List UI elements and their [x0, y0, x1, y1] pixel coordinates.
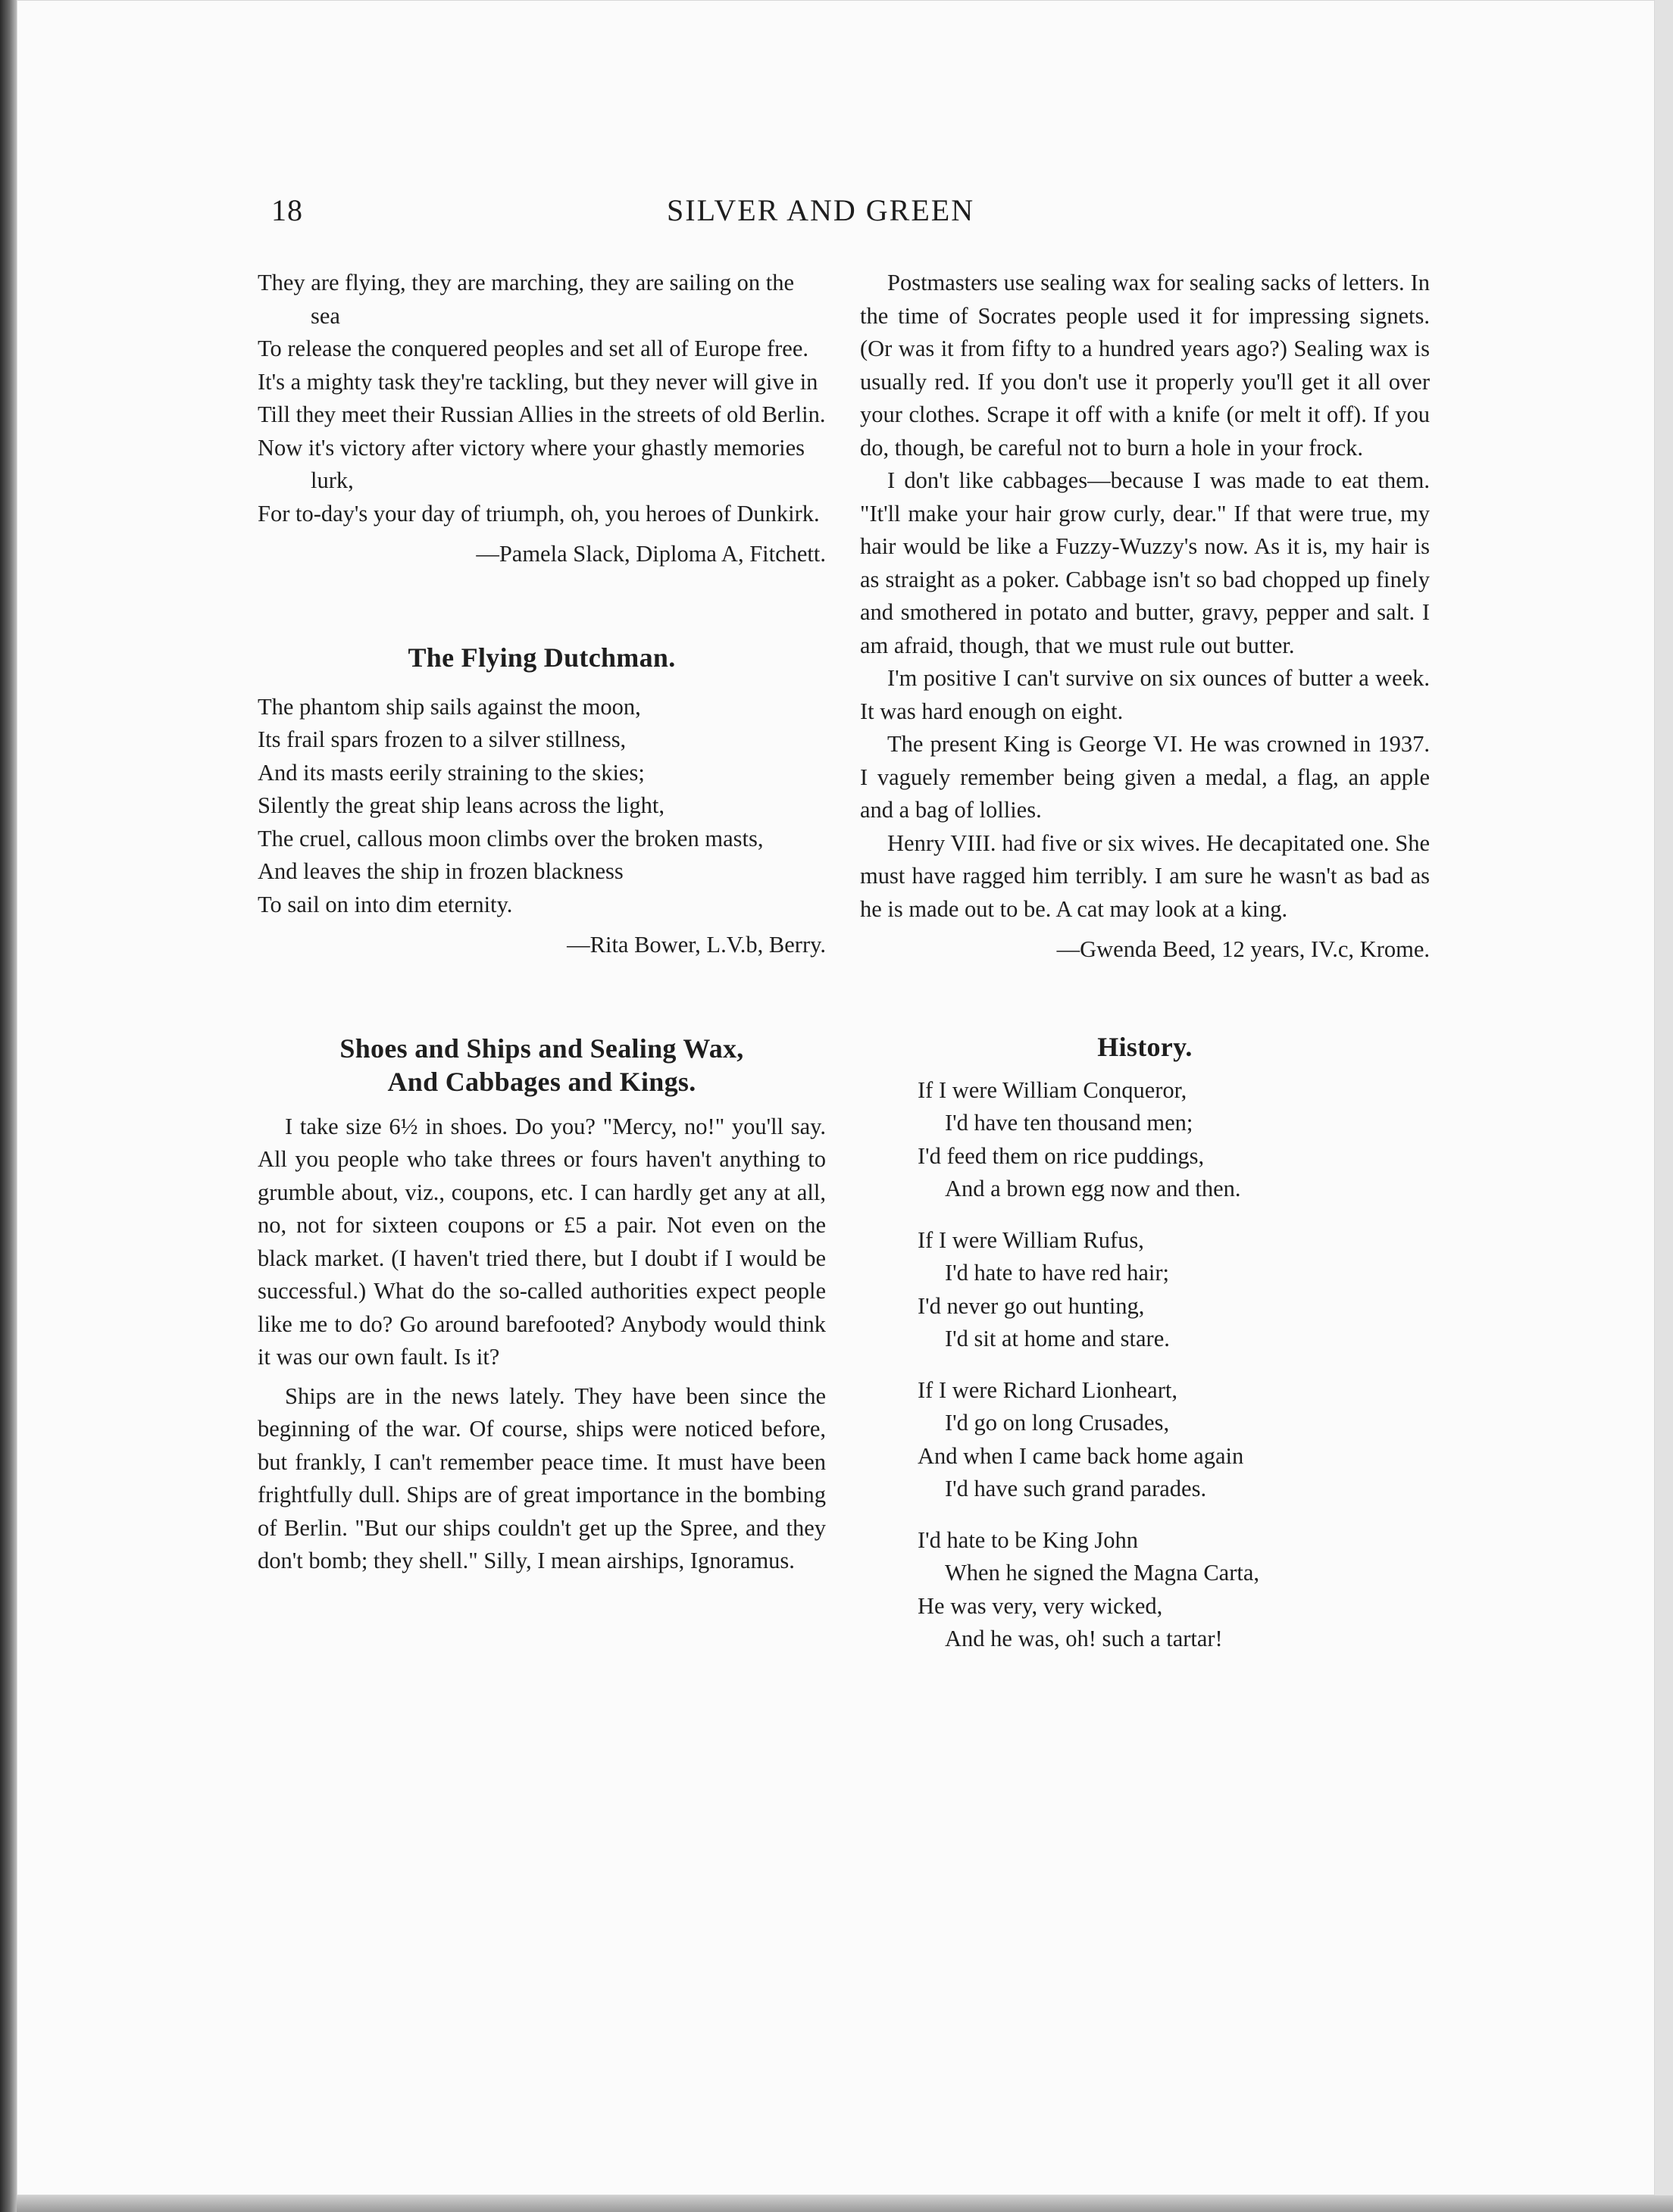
- poem-line: And leaves the ship in frozen blackness: [258, 858, 624, 884]
- history-stanza: [918, 1074, 1430, 1206]
- left-column: [258, 267, 826, 1578]
- poem-line: The phantom ship sails against the moon,: [258, 693, 641, 720]
- poem-line: I'd hate to be King John: [918, 1526, 1138, 1553]
- poem-line: To release the conquered peoples and set all of Europe free.: [258, 336, 808, 361]
- history-title: History.: [1097, 1031, 1193, 1062]
- essay-paragraph: Postmasters use sealing wax for sealing sacks of letters. In the time of Socrates people used it for impressing signets. (Or was it from fifty to a hundred years ago?) Sealing wax is usually red. If you don't use it properly you'll get it all over your clothes. Scrape it off with a knife (or melt it off). If you do, though, be careful not to burn a hole in your frock.: [860, 270, 1430, 461]
- poem-line: If I were Richard Lionheart,: [918, 1376, 1177, 1403]
- poem-line: To sail on into dim eternity.: [258, 891, 513, 917]
- poem-line: And he was, oh! such a tartar!: [945, 1626, 1223, 1651]
- essay-paragraph: I take size 6½ in shoes. Do you? "Mercy, no!" you'll say. All you people who take threes or fours haven't anything to grumble about, viz., coupons, etc. I can hardly get any at all, no, not for sixteen coupons or £5 a pair. Not even on the black market. (I haven't tried there, but I doubt if I would be successful.) What do the so-called authorities expect people like me to do? Go around barefooted? Anybody would think it was our own fault. Is it?: [258, 1113, 826, 1370]
- shoes-ships-attribution: —Gwenda Beed, 12 years, IV.c, Krome.: [1056, 936, 1430, 962]
- flying-dutchman-poem: [258, 691, 826, 962]
- essay-paragraph: Ships are in the news lately. They have been since the beginning of the war. Of course, ships were noticed before, but frankly, I can't remember peace time. It must have been frightfully dull. Ships are of great importance in the bombing of Berlin. "But our ships couldn't get up the Spree, and they don't bomb; they shell." Silly, I mean airships, Ignoramus.: [258, 1382, 826, 1573]
- essay-paragraph: The present King is George VI. He was crowned in 1937. I vaguely remember being given a medal, a flag, an apple and a bag of lollies.: [860, 731, 1430, 823]
- flying-dutchman-title: The Flying Dutchman.: [408, 642, 676, 673]
- poem-line: I'd feed them on rice puddings,: [918, 1142, 1205, 1169]
- shoes-ships-title: [258, 1032, 826, 1098]
- poem-line: Till they meet their Russian Allies in the streets of old Berlin.: [258, 401, 826, 427]
- poem-line: The cruel, callous moon climbs over the broken masts,: [258, 825, 764, 851]
- poem-line: I'd sit at home and stare.: [945, 1326, 1170, 1351]
- poem-line: I'd never go out hunting,: [918, 1292, 1145, 1319]
- poem-line: And its masts eerily straining to the skies;: [258, 759, 645, 786]
- poem-line: I'd have ten thousand men;: [945, 1110, 1193, 1136]
- dunkirk-poem: [258, 267, 826, 571]
- flying-dutchman-attribution: —Rita Bower, L.V.b, Berry.: [567, 932, 826, 958]
- page-number: 18: [271, 193, 303, 227]
- history-stanza: [918, 1224, 1430, 1356]
- history-poem: [860, 1074, 1430, 1656]
- poem-line: And a brown egg now and then.: [945, 1176, 1241, 1201]
- poem-line: I'd have such grand parades.: [945, 1476, 1207, 1501]
- book-binding-shadow: [0, 0, 17, 2212]
- poem-line: I'd hate to have red hair;: [945, 1260, 1169, 1286]
- poem-line: If I were William Conqueror,: [918, 1076, 1187, 1103]
- poem-line: Silently the great ship leans across the light,: [258, 792, 665, 818]
- essay-paragraph: I'm positive I can't survive on six ounces of butter a week. It was hard enough on eight.: [860, 665, 1430, 724]
- poem-line: Its frail spars frozen to a silver stillness,: [258, 726, 627, 752]
- right-column: [860, 267, 1430, 1674]
- shoes-ships-title-line: Shoes and Ships and Sealing Wax,: [339, 1033, 744, 1064]
- page-bottom-edge: [17, 2195, 1673, 2212]
- poem-line: And when I came back home again: [918, 1442, 1244, 1469]
- history-stanza: [918, 1524, 1430, 1656]
- history-stanza: [918, 1374, 1430, 1506]
- poem-line: If I were William Rufus,: [918, 1226, 1144, 1253]
- dunkirk-attribution: —Pamela Slack, Diploma A, Fitchett.: [476, 541, 826, 567]
- shoes-ships-title-line: And Cabbages and Kings.: [387, 1066, 696, 1097]
- poem-line: They are flying, they are marching, they are sailing on the sea: [258, 270, 795, 329]
- poem-line: It's a mighty task they're tackling, but they never will give in: [258, 368, 818, 395]
- poem-line: For to-day's your day of triumph, oh, you heroes of Dunkirk.: [258, 500, 820, 526]
- poem-line: Now it's victory after victory where your ghastly memories lurk,: [258, 434, 805, 493]
- running-head: SILVER AND GREEN: [667, 193, 975, 227]
- essay-paragraph: Henry VIII. had five or six wives. He decapitated one. She must have ragged him terribly. I am sure he wasn't as bad as he is made out to be. A cat may look at a king.: [860, 830, 1430, 922]
- poem-line: When he signed the Magna Carta,: [945, 1560, 1259, 1586]
- poem-line: He was very, very wicked,: [918, 1592, 1163, 1619]
- essay-paragraph: I don't like cabbages—because I was made to eat them. "It'll make your hair grow curly, dear." If that were true, my hair would be like a Fuzzy-Wuzzy's now. As it is, my hair is as straight as a poker. Cabbage isn't so bad chopped up finely and smothered in potato and butter, gravy, pepper and salt. I am afraid, though, that we must rule out butter.: [860, 467, 1430, 658]
- poem-line: I'd go on long Crusades,: [945, 1410, 1170, 1436]
